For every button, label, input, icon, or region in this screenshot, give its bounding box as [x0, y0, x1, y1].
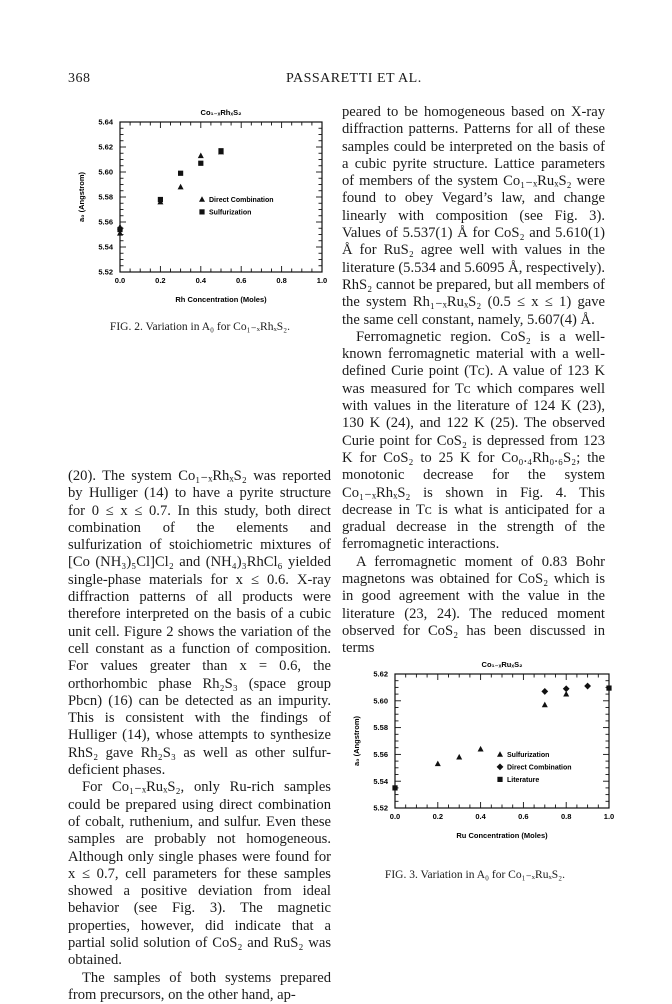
diamond-marker — [541, 688, 548, 695]
y-tick-label: 5.52 — [98, 267, 113, 277]
y-tick-label: 5.52 — [373, 803, 388, 813]
triangle-marker — [178, 184, 184, 190]
diamond-marker — [563, 685, 570, 692]
x-tick-label: 0.4 — [195, 276, 207, 285]
series-direct-combination — [117, 149, 224, 236]
triangle-marker — [478, 746, 484, 752]
square-marker — [198, 161, 203, 166]
chart-title: Co₁₋ₓRhₓS₂ — [200, 108, 242, 117]
x-tick-label: 0.0 — [114, 276, 126, 285]
legend-label: Sulfurization — [209, 209, 252, 217]
legend-label: Sulfurization — [507, 752, 550, 759]
triangle-marker — [435, 761, 441, 767]
diamond-marker — [584, 683, 591, 690]
running-head: PASSARETTI ET AL. — [286, 71, 422, 86]
square-marker — [178, 171, 183, 176]
x-tick-label: 1.0 — [316, 276, 328, 285]
x-tick-label: 0.2 — [155, 276, 166, 285]
x-axis-label: Ru Concentration (Moles) — [456, 831, 548, 840]
series-literature — [392, 685, 611, 790]
y-tick-label: 5.58 — [98, 192, 113, 202]
square-marker — [117, 227, 122, 232]
figure-2-caption: FIG. 2. Variation in A₀ for Co₁₋ₓRhₓS₂. — [109, 321, 291, 333]
y-tick-label: 5.62 — [98, 142, 113, 152]
y-tick-label: 5.54 — [98, 242, 113, 252]
paragraph: A ferromagnetic moment of 0.83 Bohr magnetons was obtained for CoS₂ which is in good agreement with the value in the literature (23, 24). The reduced moment observed for CoS₂ has been discussed in terms — [342, 553, 605, 657]
x-tick-label: 0.8 — [560, 812, 572, 821]
page-number: 368 — [68, 71, 91, 86]
y-tick-label: 5.60 — [373, 696, 388, 706]
square-marker — [392, 785, 397, 790]
triangle-marker — [199, 196, 205, 202]
x-tick-label: 0.2 — [432, 812, 444, 821]
square-marker — [497, 777, 502, 782]
x-tick-label: 0.6 — [518, 812, 529, 821]
y-tick-label: 5.56 — [373, 750, 388, 759]
square-marker — [199, 209, 204, 214]
paragraph: Ferromagnetic region. CoS₂ is a well-known ferromagnetic material with a well-defined Curie point (Tᴄ). A value of 123 K was measured for Tᴄ which compares well with values in the literature of 124 K (23), 130 K (24), and 122 K (25). The observed Curie point for CoS₂ is depressed from 123 K for CoS₂ to 25 K for Co₀.₄Rh₀.₆S₂; the monotonic decrease for the system Co₁₋ₓRhₓS₂ is shown in Fig. 4. This decrease in Tᴄ is what is anticipated for a gradual decrease in the strength of the ferromagnetic interactions. — [342, 328, 605, 553]
paragraph: peared to be homogeneous based on X-ray diffraction patterns. Patterns for all of these samples could be interpreted on the basis of a cubic pyrite structure. Lattice parameters of members of the system Co₁₋ₓRuₓS₂ were found to obey Vegard’s law, and change linearly with composition (see Fig. 3). Values of 5.537(1) Å for CoS₂ and 5.610(1) Å for RuS₂ agree well with values in the literature (5.534 and 5.6095 Å, respectively). RhS₂ cannot be prepared, but all members of the system Rh₁₋ₓRuₓS₂ (0.5 ≤ x ≤ 1) gave the same cell constant, namely, 5.607(4) Å. — [342, 104, 606, 328]
figure-3-chart — [335, 648, 625, 860]
y-tick-label: 5.60 — [98, 167, 113, 177]
series-sulfurization — [117, 148, 223, 232]
figure-3-caption: FIG. 3. Variation in A₀ for Co₁₋ₓRuₓS₂. — [384, 869, 566, 881]
triangle-marker — [542, 702, 548, 708]
square-marker — [606, 685, 611, 690]
triangle-marker — [456, 754, 462, 760]
x-axis-label: Rh Concentration (Moles) — [175, 295, 267, 304]
y-tick-label: 5.58 — [373, 723, 388, 733]
diamond-marker — [497, 764, 504, 771]
legend-label: Direct Combination — [209, 197, 274, 204]
legend-label: Literature — [507, 777, 540, 784]
chart-title: Co₁₋ₓRuₓS₂ — [481, 660, 523, 669]
plot-frame — [395, 674, 609, 808]
x-tick-label: 0.4 — [475, 812, 486, 821]
y-axis-label: a₀ (Angstrom) — [77, 171, 86, 223]
x-tick-label: 0.0 — [389, 812, 401, 821]
triangle-marker — [198, 153, 204, 159]
x-tick-label: 0.6 — [235, 276, 247, 285]
right-column — [342, 104, 605, 658]
y-axis-label: a₀ (Angstrom) — [352, 715, 361, 767]
triangle-marker — [497, 751, 503, 757]
paragraph: (20). The system Co₁₋ₓRhₓS₂ was reported by Hulliger (14) to have a pyrite structure for 0 ≤ x ≤ 0.7. In this study, both direct combination of the elements and sulfurization of stoichiometric mixtures of [Co (NH₃)₅Cl]Cl₂ and (NH₄)₃RhCl₆ yielded single-phase materials for x ≤ 0.6. X-ray diffraction patterns of all products were therefore interpreted on the basis of a cubic unit cell. Figure 2 shows the variation of the cell constant as a function of composition. For values greater than x = 0.6, the orthorhombic phase Rh₂S₃ (space group Pbcn) (16) can be detected as an impurity. This is consistent with the findings of Hulliger (14), whose attempts to synthesize RhS₂ gave Rh₂S₃ as well as other sulfur-deficient phases. — [68, 468, 331, 779]
y-tick-label: 5.64 — [98, 117, 113, 127]
x-tick-label: 0.8 — [276, 276, 287, 285]
y-tick-label: 5.56 — [98, 217, 113, 227]
square-marker — [218, 148, 223, 153]
square-marker — [158, 197, 163, 202]
x-tick-label: 1.0 — [603, 812, 615, 821]
left-column — [68, 468, 331, 1004]
paragraph: The samples of both systems prepared from precursors, on the other hand, ap- — [68, 969, 331, 1003]
legend-label: Direct Combination — [507, 764, 572, 772]
figure-2-chart — [60, 98, 340, 310]
paragraph: For Co₁₋ₓRuₓS₂, only Ru-rich samples could be prepared using direct combination of cobalt, ruthenium, and sulfur. Even these samples are probably not homogeneous. Although only single phases were found for x ≤ 0.7, cell parameters for these samples showed a positive deviation from ideal behavior (see Fig. 3). The magnetic properties, however, did indicate that a partial solid solution of CoS₂ and RuS₂ was obtained. — [68, 779, 331, 969]
y-tick-label: 5.62 — [373, 669, 388, 679]
y-tick-label: 5.54 — [373, 776, 388, 786]
